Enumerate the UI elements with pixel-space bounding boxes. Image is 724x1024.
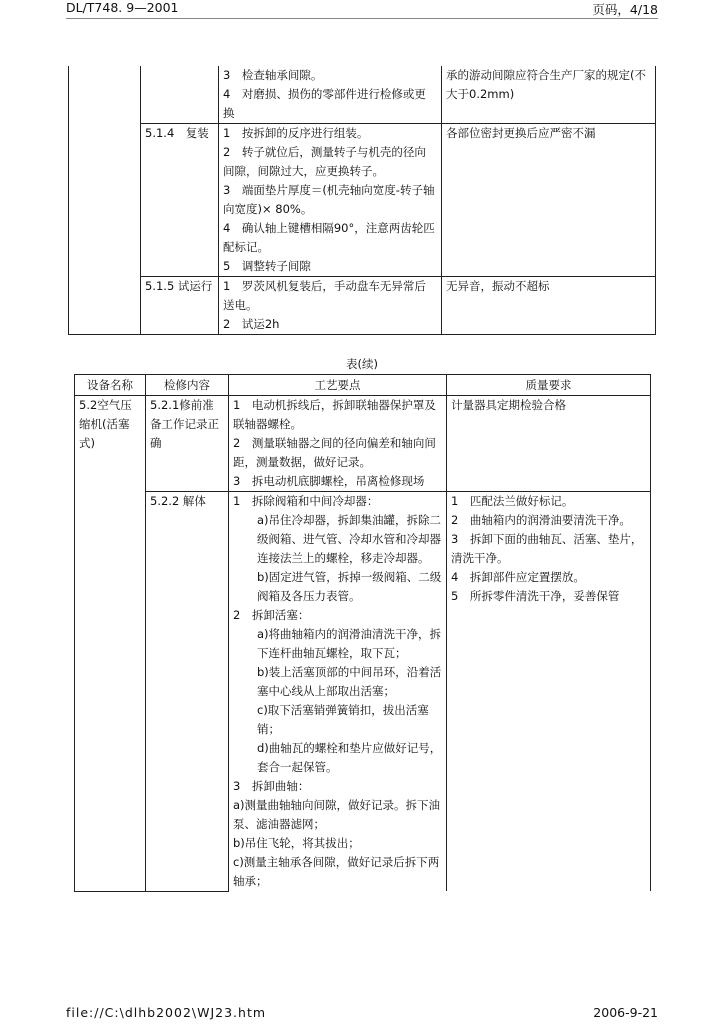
print-date: 2006-9-21 bbox=[593, 1005, 658, 1020]
column-header: 设备名称 bbox=[75, 375, 146, 396]
page-number: 页码，4/18 bbox=[592, 2, 658, 17]
item-cell: 5.2.2 解体 bbox=[146, 492, 229, 892]
item-cell: 5.1.4 复装 bbox=[141, 124, 219, 277]
item-cell bbox=[141, 66, 219, 124]
step-text: 3 检查轴承间隙。 bbox=[223, 68, 323, 82]
steps-cell bbox=[219, 277, 442, 335]
step-text: 5 调整转子间隙 bbox=[223, 259, 311, 273]
quality-cell bbox=[447, 492, 651, 892]
quality-cell bbox=[442, 124, 656, 277]
steps-cell bbox=[229, 492, 447, 892]
quality-cell bbox=[447, 396, 651, 492]
step-text: c)测量主轴承各间隙，做好记录后拆下两轴承； bbox=[233, 855, 440, 888]
file-path: file://C:\dlhb2002\WJ23.htm bbox=[66, 1005, 267, 1020]
table-row bbox=[75, 492, 651, 892]
doc-code: DL/T748. 9—2001 bbox=[66, 0, 179, 15]
step-text: c)取下活塞销弹簧销扣，拔出活塞销； bbox=[257, 703, 429, 736]
quality-text: 无异音，振动不超标 bbox=[446, 279, 550, 293]
quality-text: 4 拆卸部件应定置摆放。 bbox=[451, 570, 585, 584]
step-text: 2 转子就位后，测量转子与机壳的径向间隙，间隙过大，应更换转子。 bbox=[223, 145, 426, 178]
step-text: b)吊住飞轮，将其拔出； bbox=[233, 836, 360, 850]
quality-text: 各部位密封更换后应严密不漏 bbox=[446, 126, 596, 140]
quality-text: 5 所拆零件清洗干净，妥善保管 bbox=[451, 589, 620, 603]
step-text: a)吊住冷却器，拆卸集油罐，拆除二级阀箱、进气管、冷却水管和冷却器连接法兰上的螺栓，移走冷却器。 bbox=[257, 513, 442, 565]
column-header: 质量要求 bbox=[447, 375, 651, 396]
step-text: a)将曲轴箱内的润滑油清洗干净，拆下连杆曲轴瓦螺栓，取下瓦； bbox=[257, 627, 442, 660]
step-text: b)装上活塞顶部的中间吊环，沿着活塞中心线从上部取出活塞； bbox=[257, 665, 442, 698]
table-row bbox=[69, 124, 656, 277]
column-header: 工艺要点 bbox=[229, 375, 447, 396]
step-text: 2 拆卸活塞： bbox=[233, 608, 310, 622]
steps-cell bbox=[229, 396, 447, 492]
table-header-row bbox=[75, 375, 651, 396]
column-header: 检修内容 bbox=[146, 375, 229, 396]
equipment-cell: 5.2空气压缩机(活塞式) bbox=[75, 396, 146, 892]
step-text: b)固定进气管，拆掉一级阀箱、二级阀箱及各压力表管。 bbox=[257, 570, 442, 603]
step-text: 4 确认轴上键槽相隔90°，注意两齿轮匹配标记。 bbox=[223, 221, 435, 254]
steps-cell bbox=[219, 124, 442, 277]
step-text: 2 测量联轴器之间的径向偏差和轴向间距，测量数据，做好记录。 bbox=[233, 436, 436, 469]
step-text: 1 罗茨风机复装后，手动盘车无异常后送电。 bbox=[223, 279, 426, 312]
equipment-cell bbox=[69, 66, 141, 335]
step-text: 3 拆电动机底脚螺栓，吊离检修现场 bbox=[233, 474, 425, 488]
item-cell: 5.2.1修前准备工作记录正确 bbox=[146, 396, 229, 492]
step-text: d)曲轴瓦的螺栓和垫片应做好记号，套合一起保管。 bbox=[257, 741, 442, 774]
steps-cell bbox=[219, 66, 442, 124]
step-text: 3 端面垫片厚度＝(机壳轴向宽度-转子轴向宽度)× 80%。 bbox=[223, 183, 435, 216]
continued-table bbox=[68, 66, 656, 335]
quality-cell bbox=[442, 277, 656, 335]
step-text: a)测量曲轴轴向间隙，做好记录。拆下油泵、滤油器滤网； bbox=[233, 798, 441, 831]
table-row bbox=[75, 396, 651, 492]
step-text: 1 拆除阀箱和中间冷却器： bbox=[233, 494, 379, 508]
step-text: 1 电动机拆线后，拆卸联轴器保护罩及联轴器螺栓。 bbox=[233, 398, 436, 431]
table-row bbox=[69, 277, 656, 335]
quality-cell bbox=[442, 66, 656, 124]
table-caption: 表(续) bbox=[346, 357, 378, 371]
quality-text: 承的游动间隙应符合生产厂家的规定(不大于0.2mm) bbox=[446, 68, 646, 101]
item-cell: 5.1.5 试运行 bbox=[141, 277, 219, 335]
table-row bbox=[69, 66, 656, 124]
quality-text: 计量器具定期检验合格 bbox=[451, 398, 566, 412]
page-header bbox=[66, 0, 658, 19]
step-text: 3 拆卸曲轴： bbox=[233, 779, 310, 793]
quality-text: 3 拆卸下面的曲轴瓦、活塞、垫片，清洗干净。 bbox=[451, 532, 643, 565]
quality-text: 2 曲轴箱内的润滑油要清洗干净。 bbox=[451, 513, 631, 527]
quality-text: 1 匹配法兰做好标记。 bbox=[451, 494, 574, 508]
maintenance-table bbox=[74, 374, 651, 892]
step-text: 2 试运2h bbox=[223, 317, 280, 331]
step-text: 4 对磨损、损伤的零部件进行检修或更换 bbox=[223, 87, 426, 120]
step-text: 1 按拆卸的反序进行组装。 bbox=[223, 126, 369, 140]
